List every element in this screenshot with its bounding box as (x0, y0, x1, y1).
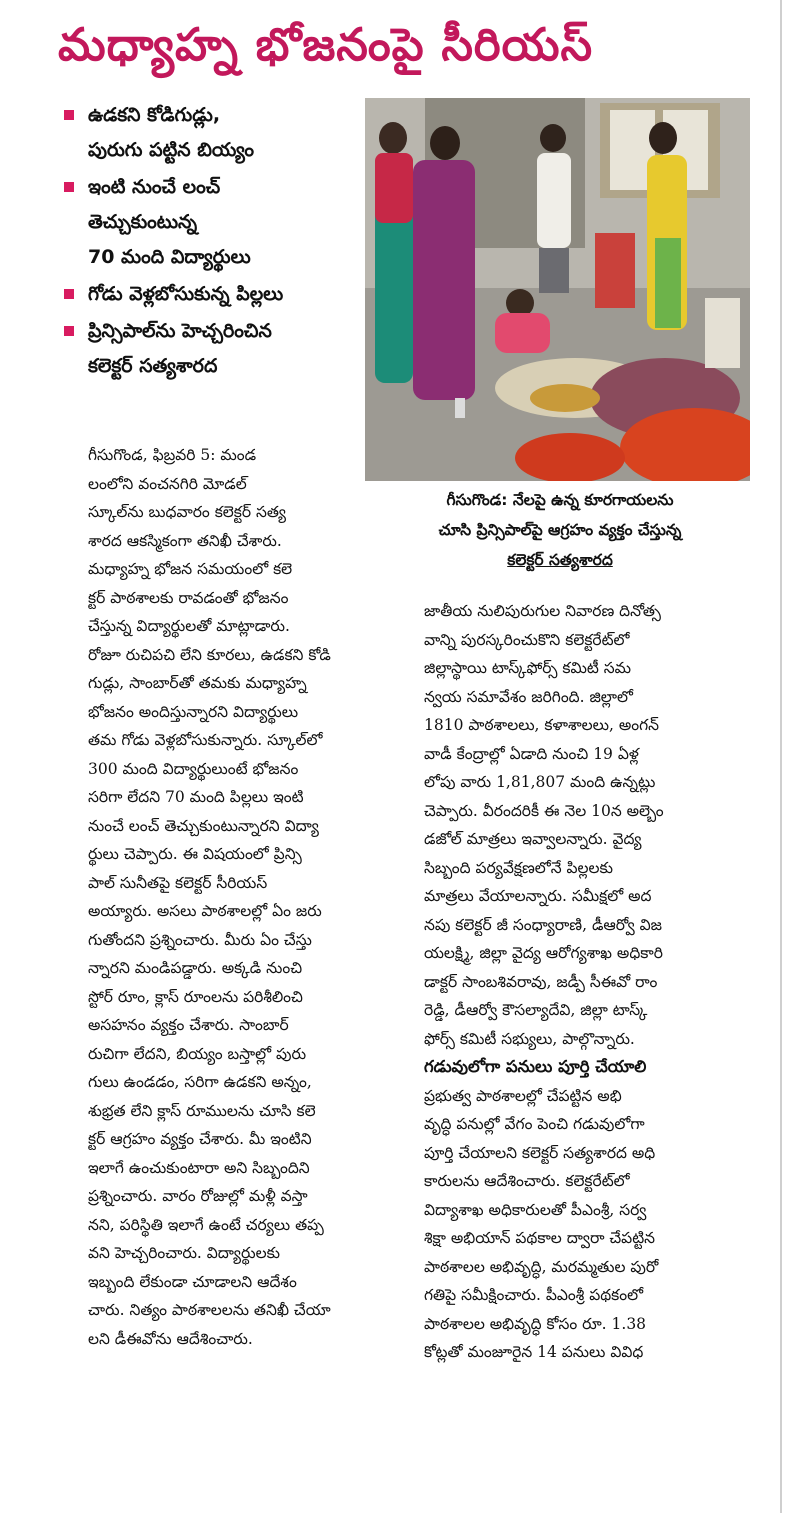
article-line: గుడ్లు, సాంబార్‌తో తమకు మధ్యాహ్న (88, 674, 307, 692)
article-line: శారద ఆకస్మికంగా తనిఖీ చేశారు. (88, 531, 282, 550)
article-line: నని, పరిస్థితి ఇలాగే ఉంటే చర్యలు తప్ప (88, 1215, 324, 1234)
bullet-square-icon (64, 110, 74, 120)
headline: మధ్యాహ్న భోజనంపై సీరియస్‌ (58, 18, 594, 71)
article-line: కారులను ఆదేశించారు. కలెక్టరేట్‌లో (424, 1172, 630, 1190)
highlight-line: ఇంటి నుంచే లంచ్‌ (88, 176, 221, 198)
article-line: 300 మంది విద్యార్థులుంటే భోజనం (88, 759, 299, 778)
article-line: రోజూ రుచిపచి లేని కూరలు, ఉడకని కోడి (88, 645, 331, 664)
highlight-line: పురుగు పట్టిన బియ్యం (88, 139, 254, 161)
article-line: చెప్పారు. వీరందరికీ ఈ నెల 10న అల్బెం (424, 801, 664, 820)
bullet-square-icon (64, 289, 74, 299)
article-line: డాక్టర్‌ సాంబశివరావు, జడ్పీ సీఈవో రాం (424, 972, 658, 991)
article-line: రుచిగా లేదని, బియ్యం బస్తాల్లో పురు (88, 1044, 307, 1063)
article-line: విద్యాశాఖ అధికారులతో పీఎంశ్రీ, సర్వ (424, 1200, 647, 1219)
article-line: 1810 పాఠశాలలు, కళాశాలలు, అంగన్‌ (424, 716, 660, 734)
article-line: పాఠశాలల అభివృద్ధి కోసం రూ. 1.38 (424, 1314, 647, 1333)
highlight-line: ఉడకని కోడిగుడ్లు, (88, 104, 221, 126)
article-line: జాతీయ నులిపురుగుల నివారణ దినోత్స (424, 602, 661, 620)
article-line: స్టోర్‌ రూం, క్లాస్‌ రూంలను పరిశీలించి (88, 987, 303, 1006)
article-line: మధ్యాహ్న భోజన సమయంలో కలె (88, 560, 293, 578)
article-line: భోజనం అందిస్తున్నారని విద్యార్థులు (88, 702, 299, 721)
article-column-left (88, 441, 358, 1353)
article-line: వాడీ కేంద్రాల్లో ఏడాది నుంచి 19 ఏళ్ల (424, 744, 639, 763)
article-line: పూర్తి చేయాలని కలెక్టర్‌ సత్యశారద అధి (424, 1143, 656, 1162)
article-line: శిక్షా అభియాన్‌ పథకాల ద్వారా చేపట్టిన (424, 1229, 656, 1247)
article-line: క్టర్‌ పాఠశాలకు రావడంతో భోజనం (88, 588, 289, 607)
column-divider (780, 0, 782, 1513)
article-line: శుభ్రత లేని క్లాస్‌ రూములను చూసి కలె (88, 1101, 316, 1120)
article-line: ఫోర్స్‌ కమిటీ సభ్యులు, పాల్గొన్నారు. (424, 1029, 635, 1048)
article-line: ప్రశ్నించారు. వారం రోజుల్లో మళ్లీ వస్తా (88, 1187, 308, 1205)
article-line: గతిపై సమీక్షించారు. పీఎంశ్రీ పథకంలో (424, 1286, 644, 1304)
article-line: లంలోని వంచనగిరి మోడల్‌ (88, 474, 247, 493)
article-line: అసహనం వ్యక్తం చేశారు. సాంబార్‌ (88, 1016, 289, 1034)
article-line: వాన్ని పురస్కరించుకొని కలెక్టరేట్‌లో (424, 630, 630, 649)
highlight-line: ప్రిన్సిపాల్‌ను హెచ్చరించిన (88, 320, 272, 342)
highlight-item (62, 170, 362, 275)
article-line: గులు ఉండడం, సరిగా ఉడకని అన్నం, (88, 1073, 312, 1091)
article-line: ప్రభుత్వ పాఠశాలల్లో చేపట్టిన అభి (424, 1086, 622, 1105)
article-line: అయ్యారు. అసలు పాఠశాలల్లో ఏం జరు (88, 902, 322, 920)
caption-line: గీసుగొండ: నేలపై ఉన్న కూరగాయలను (446, 491, 674, 509)
article-line: క్టర్‌ ఆగ్రహం వ్యక్తం చేశారు. మీ ఇంటిని (88, 1130, 312, 1148)
article-line: న్వయ సమావేశం జరిగింది. జిల్లాలో (424, 687, 633, 706)
article-line: స్కూల్‌ను బుధవారం కలెక్టర్‌ సత్య (88, 503, 286, 521)
article-line: గీసుగొండ, ఫిబ్రవరి 5: మండ (88, 446, 257, 464)
article-line: మాత్రలు వేయాలన్నారు. సమీక్షలో అద (424, 887, 652, 905)
article-line: న్నారని మండిపడ్డారు. అక్కడి నుంచి (88, 959, 303, 977)
article-line: సిబ్బంది పర్యవేక్షణలోనే పిల్లలకు (424, 858, 613, 877)
article-line: పాల్‌ సునీతపై కలెక్టర్‌ సీరియస్‌ (88, 873, 268, 892)
article-line: యలక్ష్మి, జిల్లా వైద్య ఆరోగ్యశాఖ అధికారి (424, 944, 663, 962)
highlight-item (62, 277, 362, 312)
highlight-line: కలెక్టర్‌ సత్యశారద (88, 355, 218, 377)
article-line: ఇలాగే ఉంచుకుంటారా అని సిబ్బందిని (88, 1158, 310, 1177)
article-line: లోపు వారు 1,81,807 మంది ఉన్నట్లు (424, 773, 656, 791)
article-column-right (424, 597, 754, 1367)
news-photo (365, 98, 750, 481)
bullet-square-icon (64, 326, 74, 336)
article-line: వని హెచ్చరించారు. విద్యార్థులకు (88, 1244, 281, 1262)
caption-line: కలెక్టర్‌ సత్యశారద (507, 551, 613, 569)
article-line: నపు కలెక్టర్‌ జీ సంధ్యారాణి, డీఆర్వో విజ (424, 915, 662, 934)
article-line: ఇబ్బంది లేకుండా చూడాలని ఆదేశం (88, 1272, 297, 1291)
article-line: వృద్ధి పనుల్లో వేగం పెంచి గడువులోగా (424, 1115, 645, 1133)
article-line: సరిగా లేదని 70 మంది పిల్లలు ఇంటి (88, 788, 304, 806)
photo-caption (370, 485, 750, 575)
highlight-item (62, 98, 362, 168)
caption-line: చూసి ప్రిన్సిపాల్‌పై ఆగ్రహం వ్యక్తం చేస్తున్న (438, 521, 682, 539)
article-line: చేస్తున్న విద్యార్థులతో మాట్లాడారు. (88, 617, 290, 635)
article-line: కోట్లతో మంజూరైన 14 పనులు వివిధ (424, 1343, 644, 1361)
highlight-line: 70 మంది విద్యార్థులు (88, 246, 251, 268)
article-line: నుంచే లంచ్‌ తెచ్చుకుంటున్నారని విద్యా (88, 816, 319, 835)
article-line: జిల్లాస్థాయి టాస్క్‌ఫోర్స్‌ కమిటీ సమ (424, 659, 632, 677)
article-line: లని డీఈవోను ఆదేశించారు. (88, 1329, 253, 1348)
article-line: గుతోందని ప్రశ్నించారు. మీరు ఏం చేస్తు (88, 930, 312, 949)
article-line: డజోల్‌ మాత్రలు ఇవ్వాలన్నారు. వైద్య (424, 830, 642, 848)
highlight-line: తెచ్చుకుంటున్న (88, 211, 198, 233)
article-line: చారు. నిత్యం పాఠశాలలను తనిఖీ చేయా (88, 1301, 331, 1319)
article-line: ర్థులు చెప్పారు. ఈ విషయంలో ప్రిన్సి (88, 845, 302, 863)
article-line: పాఠశాలల అభివృద్ధి, మరమ్మతుల పురో (424, 1257, 659, 1276)
highlights-list (62, 98, 362, 386)
highlight-line: గోడు వెళ్లబోసుకున్న పిల్లలు (88, 283, 284, 305)
subheading: గడువులోగా పనులు పూర్తి చేయాలి (424, 1057, 647, 1076)
bullet-square-icon (64, 182, 74, 192)
article-line: రెడ్డి, డీఆర్వో కౌసల్యాదేవి, జిల్లా టాస్క్‌ (424, 1001, 648, 1019)
highlight-item (62, 314, 362, 384)
article-line: తమ గోడు వెళ్లబోసుకున్నారు. స్కూల్‌లో (88, 731, 323, 749)
